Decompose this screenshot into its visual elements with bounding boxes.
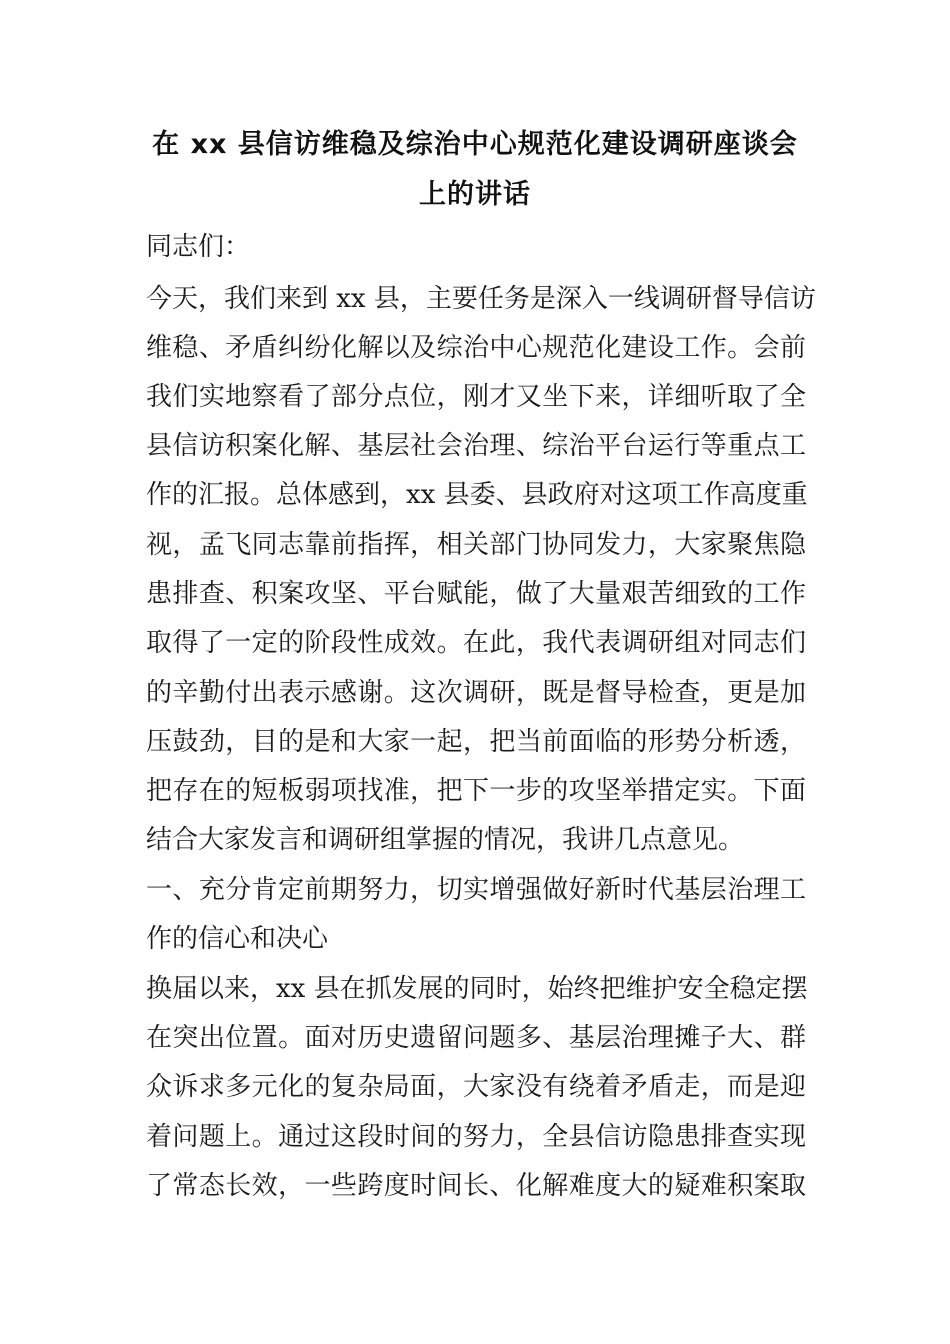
body-line: 换届以来，xx 县在抓发展的同时，始终把维护安全稳定摆 (146, 974, 808, 1004)
body-line: 今天，我们来到 xx 县，主要任务是深入一线调研督导信访 (146, 284, 816, 314)
document-title-line-2: 上的讲话 (419, 179, 531, 210)
salutation: 同志们： (146, 232, 251, 262)
body-line: 把存在的短板弱项找准，把下一步的攻坚举措定实。下面 (146, 776, 806, 806)
body-line: 取得了一定的阶段性成效。在此，我代表调研组对同志们 (146, 628, 806, 658)
body-line: 患排查、积案攻坚、平台赋能，做了大量艰苦细致的工作 (146, 579, 806, 609)
body-line: 结合大家发言和调研组掌握的情况，我讲几点意见。 (146, 825, 745, 855)
body-line: 在突出位置。面对历史遗留问题多、基层治理摊子大、群 (146, 1023, 806, 1053)
body-line: 视，孟飞同志靠前指挥，相关部门协同发力，大家聚焦隐 (146, 530, 806, 560)
body-line: 众诉求多元化的复杂局面，大家没有绕着矛盾走，而是迎 (146, 1072, 806, 1102)
body-line: 县信访积案化解、基层社会治理、综治平台运行等重点工 (146, 431, 806, 461)
section-heading: 一、充分肯定前期努力，切实增强做好新时代基层治理工 (146, 875, 806, 905)
body-line: 的辛勤付出表示感谢。这次调研，既是督导检查，更是加 (146, 678, 806, 708)
body-line: 压鼓劲，目的是和大家一起，把当前面临的形势分析透， (146, 727, 806, 757)
body-line: 维稳、矛盾纠纷化解以及综治中心规范化建设工作。会前 (146, 333, 806, 363)
body-line: 着问题上。通过这段时间的努力，全县信访隐患排查实现 (146, 1122, 806, 1152)
section-heading: 作的信心和决心 (146, 924, 329, 954)
body-line: 我们实地察看了部分点位，刚才又坐下来，详细听取了全 (146, 382, 806, 412)
document-title-line-1: 在 xx 县信访维稳及综治中心规范化建设调研座谈会 (152, 129, 798, 160)
body-line: 作的汇报。总体感到，xx 县委、县政府对这项工作高度重 (146, 480, 808, 510)
body-line: 了常态长效，一些跨度时间长、化解难度大的疑难积案取 (146, 1171, 806, 1201)
